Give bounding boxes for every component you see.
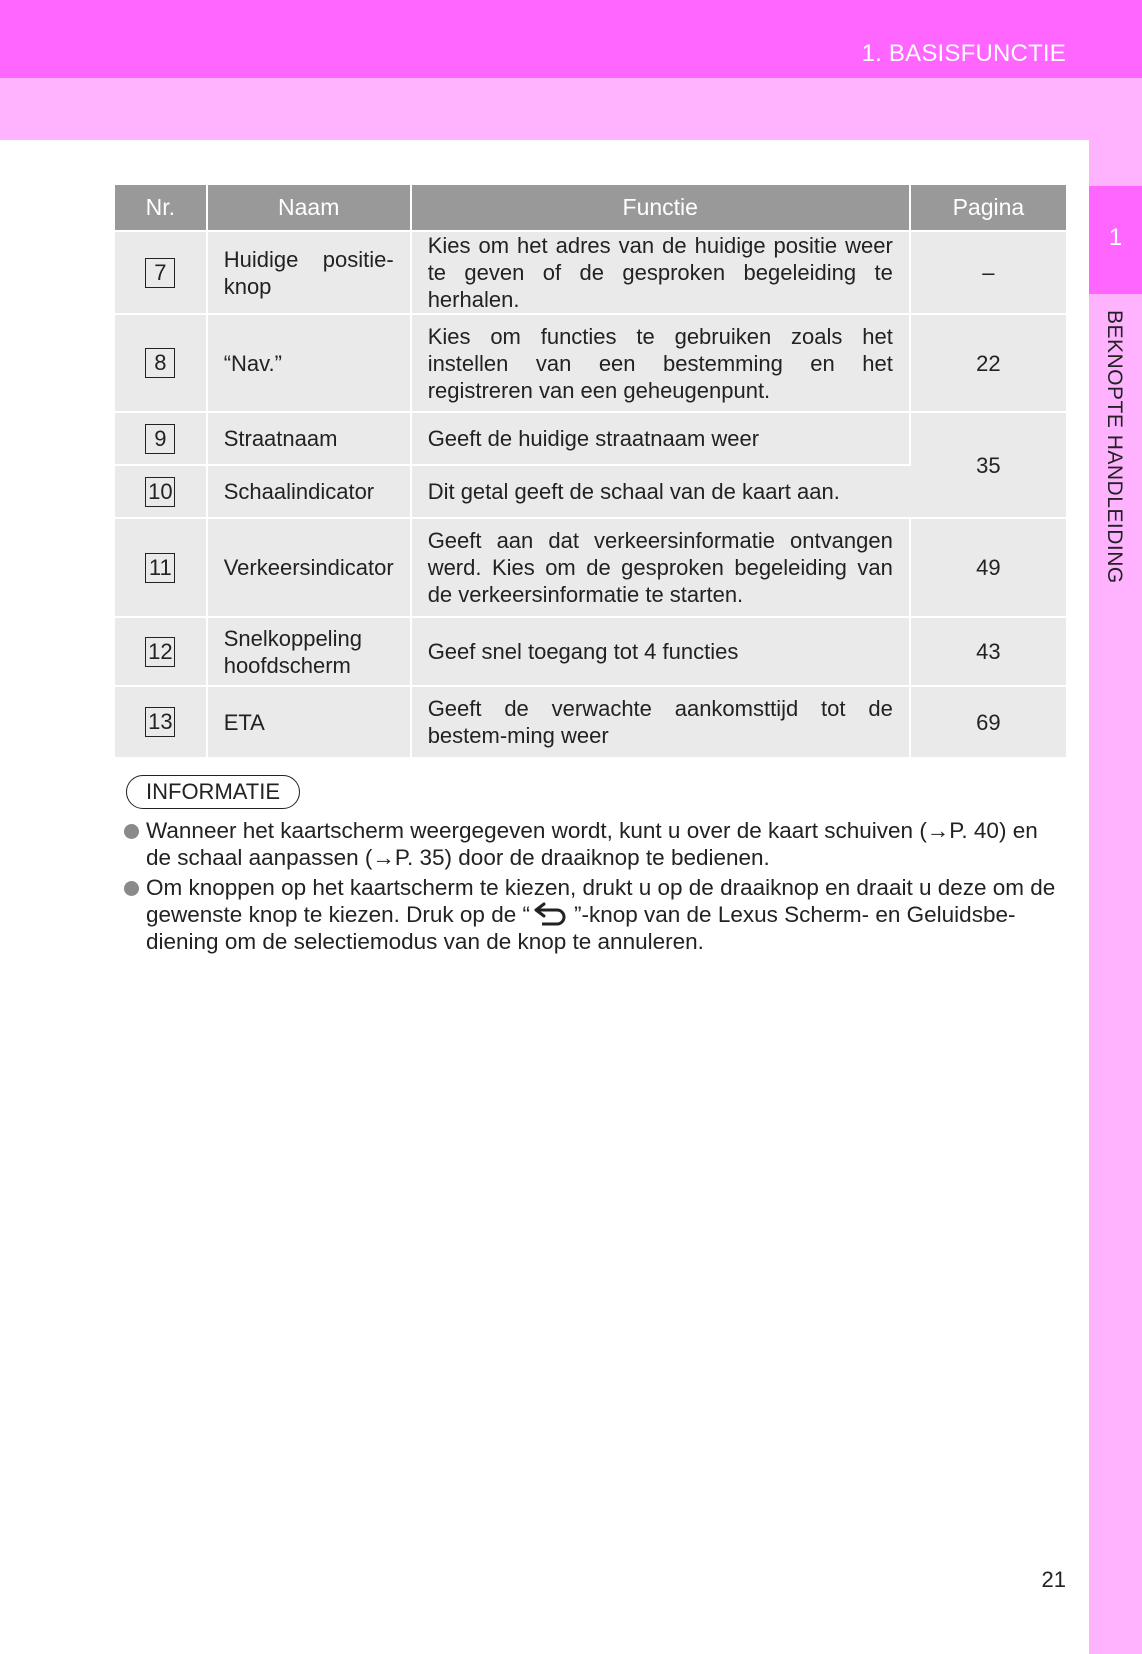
- row-name: Verkeersindicator: [207, 518, 411, 617]
- row-name: Straatnaam: [207, 412, 411, 465]
- row-number-box: 10: [145, 477, 175, 507]
- column-header-nr: Nr.: [115, 185, 207, 231]
- row-name: ETA: [207, 686, 411, 757]
- row-function: Kies om het adres van de huidige positie weer te geven of de gesproken begeleiding te herhalen.: [411, 231, 910, 314]
- side-tab-label: BEKNOPTE HANDLEIDING: [1103, 310, 1126, 584]
- column-header-functie: Functie: [411, 185, 910, 231]
- table-row: [115, 518, 1066, 617]
- column-header-naam: Naam: [207, 185, 411, 231]
- table-row: [115, 231, 1066, 314]
- row-number-box: 12: [145, 637, 175, 667]
- row-number-box: 7: [145, 258, 175, 288]
- table-row: [115, 617, 1066, 686]
- list-item: [124, 874, 1064, 955]
- side-tab[interactable]: [1089, 186, 1142, 294]
- info-text-2b: ”-knop van de Lexus Scherm- en Geluidsbe-diening om de selectiemodus van de knop te annuleren.: [146, 902, 1016, 954]
- chapter-title: 1. BASISFUNCTIE: [861, 40, 1066, 67]
- row-function: Geeft de verwachte aankomsttijd tot de bestem-ming weer: [411, 686, 910, 757]
- information-heading: INFORMATIE: [126, 775, 300, 809]
- column-header-pagina: Pagina: [910, 185, 1066, 231]
- row-number-box: 13: [145, 707, 175, 737]
- bullet-icon: [124, 881, 139, 896]
- list-item: [124, 817, 1064, 871]
- table-row: [115, 686, 1066, 757]
- row-number-box: 8: [145, 348, 175, 378]
- row-page: 22: [910, 314, 1066, 412]
- row-number-box: 9: [145, 424, 175, 454]
- row-name: Schaalindicator: [207, 465, 411, 518]
- row-function: Kies om functies te gebruiken zoals het instellen van een bestemming en het registreren van een geheugenpunt.: [411, 314, 910, 412]
- row-page: 43: [910, 617, 1066, 686]
- side-tab-number: 1: [1108, 224, 1123, 251]
- header-sub-bar: [0, 78, 1142, 140]
- information-list: [124, 817, 1064, 958]
- row-page: –: [910, 231, 1066, 314]
- row-function: Geef snel toegang tot 4 functies: [411, 617, 910, 686]
- row-function: Geeft de huidige straatnaam weer: [411, 412, 910, 465]
- function-table: [115, 185, 1066, 757]
- table-row: [115, 412, 1066, 465]
- info-text-2a: Om knoppen op het kaartscherm te kiezen, drukt u op de draaiknop en draait u deze om de gewenste knop te kiezen. Druk op de “: [146, 875, 1056, 927]
- row-name: Snelkoppeling hoofdscherm: [207, 617, 411, 686]
- page-number: 21: [1041, 1567, 1066, 1592]
- row-page: 35: [910, 412, 1066, 518]
- table-row: [115, 314, 1066, 412]
- row-name: Huidige positie-knop: [207, 231, 411, 314]
- info-text-1: Wanneer het kaartscherm weergegeven wordt, kunt u over de kaart schuiven (→P. 40) en de schaal aanpassen (→P. 35) door de draaiknop te bedienen.: [146, 818, 1038, 870]
- row-name: “Nav.”: [207, 314, 411, 412]
- row-function: Dit getal geeft de schaal van de kaart aan.: [411, 465, 910, 518]
- row-function: Geeft aan dat verkeersinformatie ontvangen werd. Kies om de gesproken begeleiding van de verkeersinformatie te starten.: [411, 518, 910, 617]
- table-header-row: [115, 185, 1066, 231]
- header-bar: [0, 0, 1142, 78]
- row-page: 49: [910, 518, 1066, 617]
- bullet-icon: [124, 824, 139, 839]
- back-arrow-icon: [533, 902, 571, 926]
- row-number-box: 11: [145, 553, 175, 583]
- row-page: 69: [910, 686, 1066, 757]
